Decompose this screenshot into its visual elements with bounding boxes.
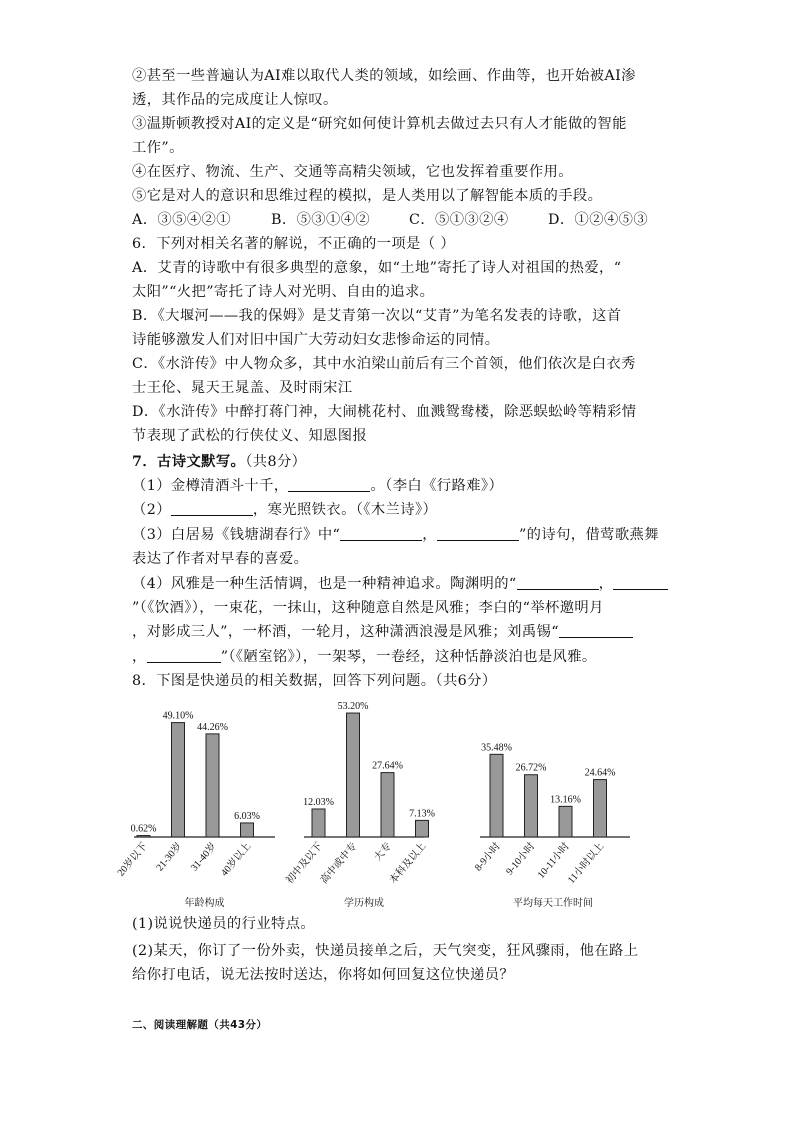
section-2-heading: 二、阅读理解题（共43分） bbox=[132, 1019, 268, 1031]
q7-item-4-line-2: ”（《饮酒》），一束花，一抹山，这种随意自然是风雅；李白的“举杯邀明月 bbox=[132, 600, 604, 616]
question-7-title: 7．古诗文默写。 bbox=[132, 454, 246, 470]
category-label: 11小时以上 bbox=[565, 840, 607, 886]
q7-4-line3-text: ，对影成三人”，一杯酒，一轮月，这种潇洒浪漫是风雅；刘禹锡“ bbox=[132, 624, 559, 640]
answer-blank[interactable] bbox=[147, 648, 221, 663]
bar bbox=[312, 809, 325, 837]
category-label: 大专 bbox=[372, 840, 394, 864]
category-label: 31-40岁 bbox=[188, 840, 219, 874]
data-label: 7.13% bbox=[409, 808, 435, 820]
q7-4-prefix: （4）风雅是一种生活情调，也是一种精神追求。陶渊明的“ bbox=[132, 576, 517, 592]
q6-option-b: B．《大堰河——我的保姆》是艾青第一次以“艾青”为笔名发表的诗歌，这首 bbox=[132, 308, 622, 324]
data-label: 24.64% bbox=[584, 767, 616, 779]
q7-2-prefix: （2） bbox=[132, 502, 171, 518]
choice-c: C．⑤①③②④ bbox=[409, 212, 509, 228]
category-label: 本科及以上 bbox=[387, 840, 429, 887]
category-label: 40岁以上 bbox=[219, 840, 254, 879]
group-title: 年龄构成 bbox=[184, 898, 225, 909]
q6-option-d-cont: 节表现了武松的行侠仗义、知恩图报 bbox=[132, 428, 368, 444]
category-label: 8-9小时 bbox=[472, 840, 503, 874]
question-7-heading bbox=[132, 452, 306, 472]
category-label: 20岁以下 bbox=[115, 840, 150, 879]
bar bbox=[525, 775, 538, 837]
answer-blank[interactable] bbox=[517, 575, 599, 590]
bar bbox=[559, 806, 572, 837]
bar bbox=[416, 820, 429, 837]
category-label: 9-10小时 bbox=[504, 840, 538, 878]
option-line-3: ③温斯顿教授对AI的定义是“研究如何使计算机去做过去只有人才能做的智能 bbox=[132, 116, 627, 132]
choice-a: A．③⑤④②① bbox=[132, 212, 231, 228]
q7-item-3-cont: 表达了作者对早春的喜爱。 bbox=[132, 551, 309, 567]
q6-option-c: C．《水浒传》中人物众多，其中水泊梁山前后有三个首领，他们依次是白衣秀 bbox=[132, 356, 636, 372]
q8-sub-question-2-cont: 给你打电话，说无法按时送达，你将如何回复这位快递员？ bbox=[132, 967, 515, 983]
q6-option-c-cont: 士王伦、晁天王晁盖、及时雨宋江 bbox=[132, 380, 353, 396]
data-label: 35.48% bbox=[481, 742, 512, 754]
bar bbox=[172, 723, 185, 837]
q7-2-suffix: ，寒光照铁衣。（《木兰诗》） bbox=[252, 502, 438, 518]
data-label: 53.20% bbox=[337, 701, 369, 713]
answer-blank[interactable] bbox=[559, 623, 633, 638]
q6-option-a: A．艾青的诗歌中有很多典型的意象，如“土地”寄托了诗人对祖国的热爱，“ bbox=[132, 260, 622, 276]
q6-option-d: D．《水浒传》中醉打蒋门神，大闹桃花村、血溅鸳鸯楼，除恶蜈蚣岭等精彩情 bbox=[132, 404, 637, 420]
category-label: 初中及以下 bbox=[284, 840, 325, 887]
bar bbox=[594, 780, 607, 837]
option-line-4: ④在医疗、物流、生产、交通等高精尖领域，它也发挥着重要作用。 bbox=[132, 164, 573, 180]
category-label: 10-11小时 bbox=[535, 840, 572, 881]
answer-blank[interactable] bbox=[340, 526, 422, 541]
data-label: 26.72% bbox=[515, 762, 547, 774]
data-label: 6.03% bbox=[234, 810, 260, 822]
group-title: 平均每天工作时间 bbox=[513, 898, 593, 909]
bar bbox=[206, 734, 219, 837]
question-7-points: （共8分） bbox=[245, 454, 307, 470]
q7-item-1 bbox=[132, 476, 503, 496]
data-label: 49.10% bbox=[162, 710, 194, 722]
answer-blank[interactable] bbox=[613, 575, 668, 590]
option-line-3-cont: 工作”。 bbox=[132, 140, 184, 156]
data-label: 27.64% bbox=[372, 760, 403, 772]
category-label: 21-30岁 bbox=[154, 840, 185, 874]
question-6-stem: 6．下列对相关名著的解说，不正确的一项是（ ） bbox=[132, 236, 456, 252]
q8-sub-question-2: (2)某天，你订了一份外卖，快递员接单之后，天气突变，狂风骤雨，他在路上 bbox=[132, 943, 639, 959]
q7-item-4-line-3 bbox=[132, 622, 633, 642]
option-line-2-cont: 透，其作品的完成度让人惊叹。 bbox=[132, 92, 338, 108]
data-label: 0.62% bbox=[130, 823, 157, 835]
q6-option-b-cont: 诗能够激发人们对旧中国广大劳动妇女悲惨命运的同情。 bbox=[132, 332, 500, 348]
q8-sub-question-1: (1)说说快递员的行业特点。 bbox=[132, 916, 316, 932]
q7-item-2 bbox=[132, 500, 437, 520]
q7-item-4 bbox=[132, 574, 668, 594]
bar bbox=[241, 823, 254, 837]
choice-b: B．⑤③①④② bbox=[271, 212, 371, 228]
q7-item-4-line-4 bbox=[132, 647, 597, 667]
q7-3-prefix: （3）白居易《钱塘湖春行》中“ bbox=[132, 527, 341, 543]
category-label: 高中或中专 bbox=[318, 840, 360, 887]
option-line-5: ⑤它是对人的意识和思维过程的模拟，是人类用以了解智能本质的手段。 bbox=[132, 188, 603, 204]
choice-d: D．①②④⑤③ bbox=[548, 212, 649, 228]
courier-data-chart bbox=[115, 690, 640, 915]
q7-item-3 bbox=[132, 525, 659, 545]
q7-1-prefix: （1）金樽清酒斗十千， bbox=[132, 478, 289, 494]
q7-3-comma: ， bbox=[422, 527, 437, 543]
data-label: 12.03% bbox=[303, 796, 334, 808]
data-label: 44.26% bbox=[197, 721, 228, 733]
bar bbox=[490, 754, 503, 837]
q7-4-line4-suffix: ”（《陋室铭》），一架琴，一卷经，这种恬静淡泊也是风雅。 bbox=[220, 649, 597, 665]
group-title: 学历构成 bbox=[344, 898, 384, 909]
q7-3-suffix: ”的诗句，借莺歌燕舞 bbox=[518, 527, 659, 543]
answer-blank[interactable] bbox=[288, 477, 370, 492]
bar bbox=[347, 713, 360, 837]
q7-4-comma: ， bbox=[598, 576, 614, 592]
q6-option-a-cont: 太阳”“火把”寄托了诗人对光明、自由的追求。 bbox=[132, 284, 435, 300]
bar bbox=[381, 773, 394, 837]
question-8-stem: 8．下图是快递员的相关数据，回答下列问题。（共6分） bbox=[132, 673, 497, 689]
q7-4-line4-comma: ， bbox=[132, 649, 147, 665]
option-line-2: ②甚至一些普遍认为AI难以取代人类的领域，如绘画、作曲等，也开始被AI渗 bbox=[132, 68, 636, 84]
bar bbox=[137, 836, 150, 837]
answer-blank[interactable] bbox=[437, 526, 519, 541]
answer-blank[interactable] bbox=[171, 501, 253, 516]
q7-1-suffix: 。（李白《行路难》） bbox=[370, 478, 504, 494]
data-label: 13.16% bbox=[550, 794, 581, 806]
